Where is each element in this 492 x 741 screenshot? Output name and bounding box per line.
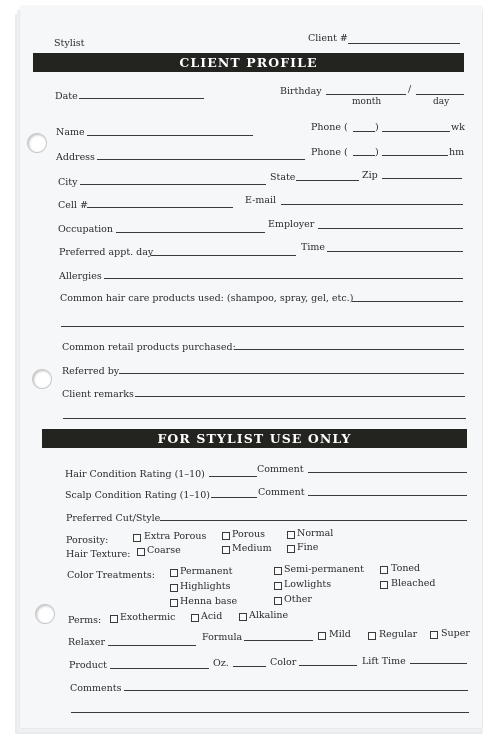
super-label: Super	[441, 628, 470, 639]
hair-condition-label: Hair Condition Rating (1–10)	[65, 469, 205, 480]
highlights-label: Highlights	[180, 581, 231, 592]
birthday-month-caption: month	[352, 97, 382, 107]
preferred-cut-field[interactable]	[160, 520, 467, 521]
client-remarks-field-2[interactable]	[63, 418, 466, 419]
name-field[interactable]	[87, 135, 253, 136]
relaxer-field[interactable]	[108, 645, 196, 646]
referred-by-field[interactable]	[119, 373, 464, 374]
city-label: City	[58, 177, 78, 188]
phone-wk-label: Phone (	[311, 122, 348, 133]
client-remarks-label: Client remarks	[62, 389, 134, 400]
comments-field-2[interactable]	[71, 712, 469, 713]
comments-field-1[interactable]	[124, 690, 468, 691]
oz-label: Oz.	[213, 658, 229, 669]
city-field[interactable]	[80, 184, 266, 185]
preferred-cut-label: Preferred Cut/Style	[66, 513, 161, 524]
extra-porous-checkbox[interactable]	[133, 534, 141, 542]
medium-label: Medium	[232, 543, 272, 554]
acid-label: Acid	[201, 611, 223, 622]
phone-hm-area-field[interactable]	[353, 155, 375, 156]
extra-porous-label: Extra Porous	[144, 531, 207, 542]
fine-label: Fine	[297, 542, 319, 553]
common-products-field-2[interactable]	[61, 326, 464, 327]
binder-hole-middle	[32, 369, 52, 389]
porosity-label: Porosity:	[66, 535, 109, 546]
client-number-label: Client #	[308, 33, 348, 44]
color-label: Color	[270, 657, 297, 668]
birthday-day-caption: day	[433, 97, 450, 107]
hair-texture-label: Hair Texture:	[66, 549, 131, 560]
client-remarks-field-1[interactable]	[135, 396, 465, 397]
phone-hm-suffix: hm	[449, 147, 465, 158]
toned-checkbox[interactable]	[380, 566, 388, 574]
allergies-label: Allergies	[59, 271, 102, 282]
lowlights-checkbox[interactable]	[274, 582, 282, 590]
semi-permanent-checkbox[interactable]	[274, 567, 282, 575]
bleached-label: Bleached	[391, 578, 436, 589]
zip-label: Zip	[362, 170, 378, 181]
phone-wk-field[interactable]	[382, 131, 450, 132]
preferred-day-label: Preferred appt. day	[59, 247, 154, 258]
common-products-label: Common hair care products used: (shampoo, spray, gel, etc.)	[60, 293, 354, 304]
lift-time-field[interactable]	[410, 663, 467, 664]
alkaline-label: Alkaline	[249, 610, 289, 621]
employer-field[interactable]	[318, 228, 463, 229]
stylist-label: Stylist	[54, 38, 85, 49]
product-field[interactable]	[110, 668, 209, 669]
occupation-field[interactable]	[116, 232, 265, 233]
common-products-field-1[interactable]	[352, 301, 463, 302]
formula-field[interactable]	[244, 640, 313, 641]
acid-checkbox[interactable]	[191, 614, 199, 622]
semi-permanent-label: Semi-permanent	[284, 564, 364, 575]
highlights-checkbox[interactable]	[170, 584, 178, 592]
other-label: Other	[284, 594, 312, 605]
date-label: Date	[55, 91, 78, 102]
client-number-field[interactable]	[348, 43, 460, 44]
binder-hole-bottom	[35, 604, 55, 624]
scalp-comment-field[interactable]	[308, 495, 467, 496]
color-field[interactable]	[299, 665, 357, 666]
color-treatments-label: Color Treatments:	[67, 570, 155, 581]
bleached-checkbox[interactable]	[380, 581, 388, 589]
relaxer-label: Relaxer	[68, 637, 105, 648]
email-label: E-mail	[245, 195, 277, 206]
medium-checkbox[interactable]	[222, 546, 230, 554]
porous-checkbox[interactable]	[222, 532, 230, 540]
lowlights-label: Lowlights	[284, 579, 332, 590]
porous-label: Porous	[232, 529, 265, 540]
lift-time-label: Lift Time	[362, 656, 406, 667]
phone-hm-field[interactable]	[382, 155, 448, 156]
normal-label: Normal	[297, 528, 334, 539]
mild-label: Mild	[329, 629, 351, 640]
exothermic-label: Exothermic	[120, 612, 176, 623]
time-label: Time	[301, 242, 326, 253]
name-label: Name	[56, 127, 85, 138]
allergies-field[interactable]	[104, 278, 463, 279]
birthday-day-field[interactable]	[416, 94, 464, 95]
preferred-day-field[interactable]	[151, 255, 296, 256]
coarse-checkbox[interactable]	[137, 548, 145, 556]
cell-label: Cell #	[58, 200, 88, 211]
time-field[interactable]	[327, 251, 463, 252]
birthday-month-field[interactable]	[326, 94, 406, 95]
birthday-label: Birthday	[280, 86, 322, 97]
phone-wk-suffix: wk	[451, 122, 465, 133]
address-field[interactable]	[97, 159, 305, 160]
date-field[interactable]	[79, 98, 204, 99]
phone-wk-close: )	[375, 122, 379, 133]
fine-checkbox[interactable]	[287, 545, 295, 553]
permanent-checkbox[interactable]	[170, 569, 178, 577]
comments-label: Comments	[70, 683, 122, 694]
other-checkbox[interactable]	[274, 597, 282, 605]
phone-hm-label: Phone (	[311, 147, 348, 158]
cell-field[interactable]	[87, 207, 233, 208]
permanent-label: Permanent	[180, 566, 233, 577]
scalp-condition-field[interactable]	[211, 497, 257, 498]
oz-field[interactable]	[233, 666, 266, 667]
state-label: State	[270, 172, 296, 183]
hair-condition-field[interactable]	[209, 476, 257, 477]
state-field[interactable]	[296, 180, 359, 181]
retail-products-label: Common retail products purchased:	[62, 342, 236, 353]
alkaline-checkbox[interactable]	[239, 613, 247, 621]
hair-comment-label: Comment	[257, 464, 304, 475]
henna-base-label: Henna base	[180, 596, 238, 607]
hair-comment-field[interactable]	[308, 472, 467, 473]
regular-checkbox[interactable]	[368, 632, 376, 640]
address-label: Address	[56, 152, 95, 163]
form-sheet	[20, 6, 482, 728]
stylist-use-only-banner: FOR STYLIST USE ONLY	[42, 429, 467, 448]
scalp-condition-label: Scalp Condition Rating (1–10)	[65, 490, 210, 501]
henna-base-checkbox[interactable]	[170, 599, 178, 607]
occupation-label: Occupation	[58, 224, 113, 235]
birthday-separator: /	[408, 84, 412, 95]
perms-label: Perms:	[68, 615, 102, 626]
scalp-comment-label: Comment	[258, 487, 305, 498]
client-profile-banner: CLIENT PROFILE	[33, 53, 464, 72]
super-checkbox[interactable]	[430, 631, 438, 639]
binder-hole-top	[27, 133, 47, 153]
product-label: Product	[69, 660, 107, 671]
referred-by-label: Referred by	[62, 366, 120, 377]
email-field[interactable]	[281, 204, 463, 205]
zip-field[interactable]	[382, 178, 462, 179]
coarse-label: Coarse	[147, 545, 181, 556]
toned-label: Toned	[391, 563, 421, 574]
phone-wk-area-field[interactable]	[353, 131, 375, 132]
normal-checkbox[interactable]	[287, 531, 295, 539]
exothermic-checkbox[interactable]	[110, 615, 118, 623]
phone-hm-close: )	[375, 147, 379, 158]
employer-label: Employer	[268, 219, 315, 230]
mild-checkbox[interactable]	[318, 632, 326, 640]
formula-label: Formula	[202, 632, 243, 643]
retail-products-field[interactable]	[234, 349, 464, 350]
regular-label: Regular	[379, 629, 418, 640]
